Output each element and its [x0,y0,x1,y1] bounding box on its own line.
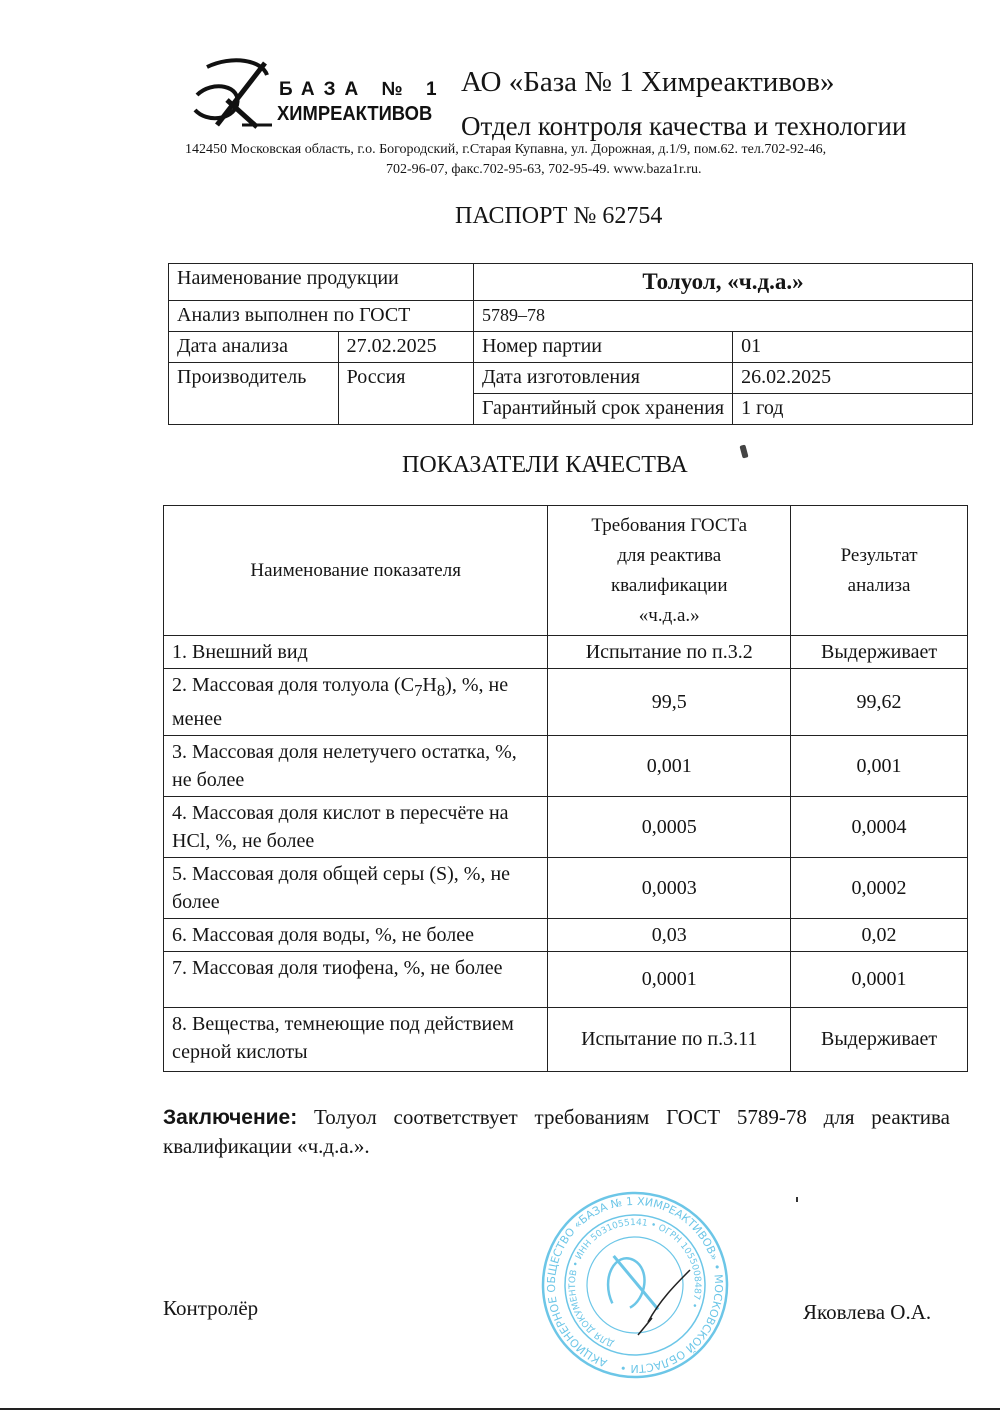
result-value: Выдерживает [791,636,968,669]
indicator-name-part: ), %, не менее [172,674,509,730]
requirement-value: Испытание по п.3.11 [548,1008,791,1072]
result-header-line: Результат [840,544,918,566]
shelf-life-label: Гарантийный срок хранения [473,394,732,425]
table-row [164,919,968,952]
table-row [164,952,968,1008]
indicator-name: 7. Массовая доля тиофена, %, не более [164,952,548,1008]
requirement-value: 0,0003 [548,858,791,919]
requirement-value: 0,0005 [548,797,791,858]
result-value: 0,001 [791,736,968,797]
table-row [164,797,968,858]
manufacturer-label: Производитель [169,363,339,425]
bottom-divider [0,1408,1000,1410]
passport-title: ПАСПОРТ № 62754 [455,203,663,229]
product-info-table [168,263,973,425]
column-header-requirements [548,506,791,636]
signer-name: Яковлева О.А. [803,1300,932,1324]
conclusion [163,1103,950,1160]
requirements-header-line: для реактива [617,544,722,566]
stamp-inner-text: ДЛЯ ДОКУМЕНТОВ • ИНН 5031055141 • ОГРН 1055008487 • [567,1217,703,1348]
requirement-value: 0,03 [548,919,791,952]
subscript: 8 [436,681,446,700]
manufacturer-value: Россия [338,363,473,425]
shelf-life-value: 1 год [733,394,973,425]
indicator-name: 4. Массовая доля кислот в пересчёте на HCl, %, не более [164,797,548,858]
result-value: 0,02 [791,919,968,952]
table-header-row [164,506,968,636]
requirement-value: 0,0001 [548,952,791,1008]
result-header-line: анализа [847,574,911,596]
result-value: 0,0002 [791,858,968,919]
ink-mark [739,444,748,458]
table-row [169,363,973,394]
company-logo [187,55,452,135]
requirement-value: 0,001 [548,736,791,797]
result-value: 0,0001 [791,952,968,1008]
result-value: 99,62 [791,669,968,736]
indicator-name: 3. Массовая доля нелетучего остатка, %, не более [164,736,548,797]
ink-dot [796,1197,798,1202]
conclusion-text: Толуол соответствует требованиям ГОСТ 5789-78 для реактива квалификации «ч.д.а.». [163,1105,951,1158]
logo-mark-icon [187,55,282,135]
requirements-header-line: «ч.д.а.» [638,604,700,626]
company-name: АО «База № 1 Химреактивов» [461,66,835,98]
indicator-name: 6. Массовая доля воды, %, не более [164,919,548,952]
indicator-name: 5. Массовая доля общей серы (S), %, не более [164,858,548,919]
column-header-result [791,506,968,636]
requirements-header-line: квалификации [610,574,728,596]
stamp-outer-text: АКЦИОНЕРНОЕ ОБЩЕСТВО «БАЗА № 1 ХИМРЕАКТИВОВ» • МОСКОВСКОЙ ОБЛАСТИ • [544,1194,726,1376]
batch-value: 01 [733,332,973,363]
requirement-value: 99,5 [548,669,791,736]
column-header-indicator: Наименование показателя [164,506,548,636]
table-row [169,301,973,332]
table-row [164,669,968,736]
table-row [164,1008,968,1072]
requirement-value: Испытание по п.3.2 [548,636,791,669]
logo-text-top: БАЗА № 1 [279,79,446,100]
indicator-name [164,669,548,736]
manufacture-date-value: 26.02.2025 [733,363,973,394]
quality-table [163,505,968,1072]
manufacture-date-label: Дата изготовления [473,363,732,394]
conclusion-label: Заключение: [163,1106,298,1129]
department-name: Отдел контроля качества и технологии [461,111,907,141]
product-value: Толуол, «ч.д.а.» [473,264,972,301]
indicator-name-part: H [422,674,437,696]
table-row [164,736,968,797]
product-label: Наименование продукции [169,264,474,301]
official-stamp [540,1190,730,1380]
table-row [164,636,968,669]
subscript: 7 [414,681,423,700]
stamp-logo-icon [600,1254,651,1312]
logo-text-bottom: ХИМРЕАКТИВОВ [277,103,433,125]
table-row [169,332,973,363]
indicator-name: 8. Вещества, темнеющие под действием серной кислоты [164,1008,548,1072]
address-line-2: 702-96-07, факс.702-95-63, 702-95-49. www.baza1r.ru. [386,162,702,177]
analysis-date-value: 27.02.2025 [338,332,473,363]
gost-label: Анализ выполнен по ГОСТ [169,301,474,332]
requirements-header-line: Требования ГОСТа [591,514,748,536]
table-row [169,264,973,301]
controller-label: Контролёр [163,1296,259,1320]
result-value: 0,0004 [791,797,968,858]
gost-value: 5789–78 [473,301,972,332]
address-line-1: 142450 Московская область, г.о. Богородский, г.Старая Купавна, ул. Дорожная, д.1/9, пом.62. тел.702-92-46, [185,142,827,157]
batch-label: Номер партии [473,332,732,363]
indicator-name-part: 2. Массовая доля толуола (C [172,674,415,696]
quality-title: ПОКАЗАТЕЛИ КАЧЕСТВА [402,452,688,478]
table-row [164,858,968,919]
analysis-date-label: Дата анализа [169,332,339,363]
result-value: Выдерживает [791,1008,968,1072]
indicator-name: 1. Внешний вид [164,636,548,669]
